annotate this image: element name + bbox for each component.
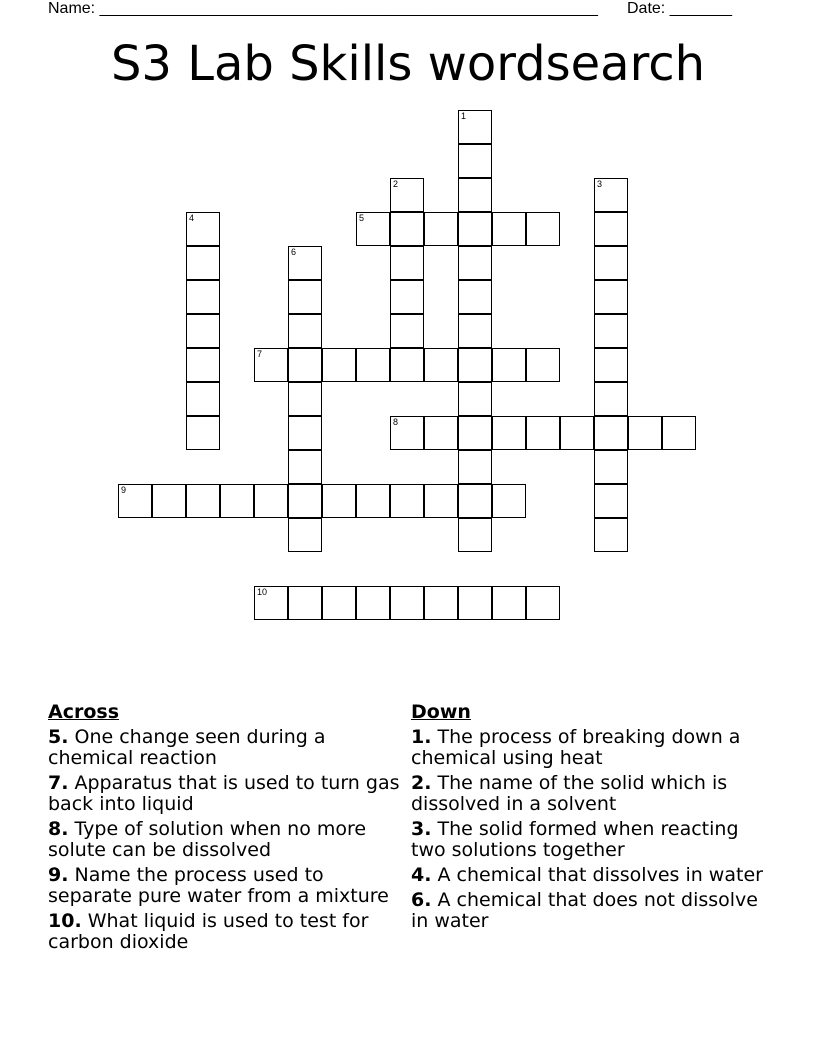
grid-cell[interactable] (662, 416, 696, 450)
clue-text: A chemical that does not dissolve in water (411, 889, 758, 932)
clue-down (411, 727, 771, 769)
clue-number: 7. (48, 772, 69, 794)
grid-cell[interactable] (594, 178, 628, 212)
grid-cell[interactable] (288, 484, 322, 518)
grid-cell[interactable] (288, 280, 322, 314)
grid-cell[interactable] (458, 144, 492, 178)
across-heading: Across (48, 701, 120, 723)
clue-text: Apparatus that is used to turn gas back into liquid (48, 772, 400, 815)
clue-number: 1. (411, 726, 432, 748)
cell-number: 8 (393, 417, 399, 427)
grid-cell[interactable] (492, 416, 526, 450)
grid-cell[interactable] (390, 246, 424, 280)
grid-cell[interactable] (492, 212, 526, 246)
clue-number: 2. (411, 772, 432, 794)
grid-cell[interactable] (288, 246, 322, 280)
grid-cell[interactable] (186, 246, 220, 280)
grid-cell[interactable] (288, 518, 322, 552)
grid-cell[interactable] (288, 450, 322, 484)
grid-cell[interactable] (186, 314, 220, 348)
cell-number: 3 (597, 179, 603, 189)
grid-cell[interactable] (220, 484, 254, 518)
grid-cell[interactable] (594, 314, 628, 348)
cell-number: 2 (393, 179, 399, 189)
grid-cell[interactable] (356, 348, 390, 382)
cell-number: 6 (291, 247, 297, 257)
grid-cell[interactable] (424, 416, 458, 450)
grid-cell[interactable] (288, 348, 322, 382)
grid-cell[interactable] (186, 280, 220, 314)
grid-cell[interactable] (492, 348, 526, 382)
clue-text: The name of the solid which is dissolved in a solvent (411, 772, 728, 815)
grid-cell[interactable] (594, 280, 628, 314)
grid-cell[interactable] (390, 484, 424, 518)
cell-number: 10 (257, 587, 268, 597)
grid-cell[interactable] (594, 212, 628, 246)
grid-cell[interactable] (458, 314, 492, 348)
clue-across (48, 819, 408, 861)
clue-number: 6. (411, 889, 432, 911)
clue-number: 4. (411, 864, 432, 886)
grid-cell[interactable] (356, 484, 390, 518)
clue-down (411, 819, 771, 861)
grid-cell[interactable] (322, 348, 356, 382)
down-clues (411, 702, 771, 936)
grid-cell[interactable] (594, 348, 628, 382)
grid-cell[interactable] (356, 212, 390, 246)
grid-cell[interactable] (594, 416, 628, 450)
cell-number: 4 (189, 213, 195, 223)
grid-cell[interactable] (560, 416, 594, 450)
name-line[interactable]: Name: ________________________________________________________ (48, 0, 598, 17)
grid-cell[interactable] (390, 416, 424, 450)
grid-cell[interactable] (492, 484, 526, 518)
clue-text: Name the process used to separate pure water from a mixture (48, 864, 389, 907)
grid-cell[interactable] (424, 484, 458, 518)
grid-cell[interactable] (458, 450, 492, 484)
clue-text: A chemical that dissolves in water (437, 864, 763, 886)
clue-text: The solid formed when reacting two solutions together (411, 818, 739, 861)
grid-cell[interactable] (322, 586, 356, 620)
grid-cell[interactable] (390, 178, 424, 212)
clue-across (48, 911, 408, 953)
cell-number: 7 (257, 349, 263, 359)
grid-cell[interactable] (288, 586, 322, 620)
cell-number: 1 (461, 111, 467, 121)
grid-cell[interactable] (424, 586, 458, 620)
grid-cell[interactable] (390, 586, 424, 620)
grid-cell[interactable] (118, 484, 152, 518)
clue-number: 5. (48, 726, 69, 748)
grid-cell[interactable] (254, 484, 288, 518)
grid-cell[interactable] (390, 280, 424, 314)
clue-text: What liquid is used to test for carbon dioxide (48, 910, 369, 953)
down-heading: Down (411, 701, 471, 723)
grid-cell[interactable] (288, 314, 322, 348)
grid-cell[interactable] (186, 212, 220, 246)
clue-text: Type of solution when no more solute can be dissolved (48, 818, 367, 861)
grid-cell[interactable] (424, 212, 458, 246)
grid-cell[interactable] (458, 348, 492, 382)
grid-cell[interactable] (390, 348, 424, 382)
grid-cell[interactable] (186, 416, 220, 450)
clue-number: 9. (48, 864, 69, 886)
grid-cell[interactable] (594, 450, 628, 484)
grid-cell[interactable] (186, 348, 220, 382)
clue-down (411, 865, 771, 886)
clue-across (48, 865, 408, 907)
grid-cell[interactable] (152, 484, 186, 518)
grid-cell[interactable] (526, 348, 560, 382)
grid-cell[interactable] (458, 212, 492, 246)
grid-cell[interactable] (458, 518, 492, 552)
grid-cell[interactable] (628, 416, 662, 450)
grid-cell[interactable] (356, 586, 390, 620)
grid-cell[interactable] (390, 314, 424, 348)
grid-cell[interactable] (526, 586, 560, 620)
grid-cell[interactable] (254, 348, 288, 382)
clue-number: 8. (48, 818, 69, 840)
grid-cell[interactable] (458, 110, 492, 144)
grid-cell[interactable] (458, 416, 492, 450)
clue-down (411, 890, 771, 932)
grid-cell[interactable] (594, 518, 628, 552)
clue-down (411, 773, 771, 815)
clue-number: 3. (411, 818, 432, 840)
grid-cell[interactable] (458, 178, 492, 212)
cell-number: 5 (359, 213, 365, 223)
across-clues (48, 702, 408, 957)
cell-number: 9 (121, 485, 127, 495)
grid-cell[interactable] (458, 484, 492, 518)
grid-cell[interactable] (186, 382, 220, 416)
grid-cell[interactable] (288, 416, 322, 450)
grid-cell[interactable] (526, 212, 560, 246)
grid-cell[interactable] (458, 586, 492, 620)
grid-cell[interactable] (186, 484, 220, 518)
page-title: S3 Lab Skills wordsearch (110, 36, 706, 92)
grid-cell[interactable] (424, 348, 458, 382)
date-line[interactable]: Date: _______ (627, 0, 732, 17)
grid-cell[interactable] (254, 586, 288, 620)
grid-cell[interactable] (492, 586, 526, 620)
clue-across (48, 727, 408, 769)
grid-cell[interactable] (458, 280, 492, 314)
grid-cell[interactable] (288, 382, 322, 416)
clue-across (48, 773, 408, 815)
grid-cell[interactable] (594, 246, 628, 280)
grid-cell[interactable] (594, 382, 628, 416)
grid-cell[interactable] (594, 484, 628, 518)
grid-cell[interactable] (458, 246, 492, 280)
grid-cell[interactable] (390, 212, 424, 246)
grid-cell[interactable] (458, 382, 492, 416)
clue-text: The process of breaking down a chemical using heat (411, 726, 741, 769)
grid-cell[interactable] (322, 484, 356, 518)
grid-cell[interactable] (526, 416, 560, 450)
clue-text: One change seen during a chemical reaction (48, 726, 326, 769)
clue-number: 10. (48, 910, 82, 932)
